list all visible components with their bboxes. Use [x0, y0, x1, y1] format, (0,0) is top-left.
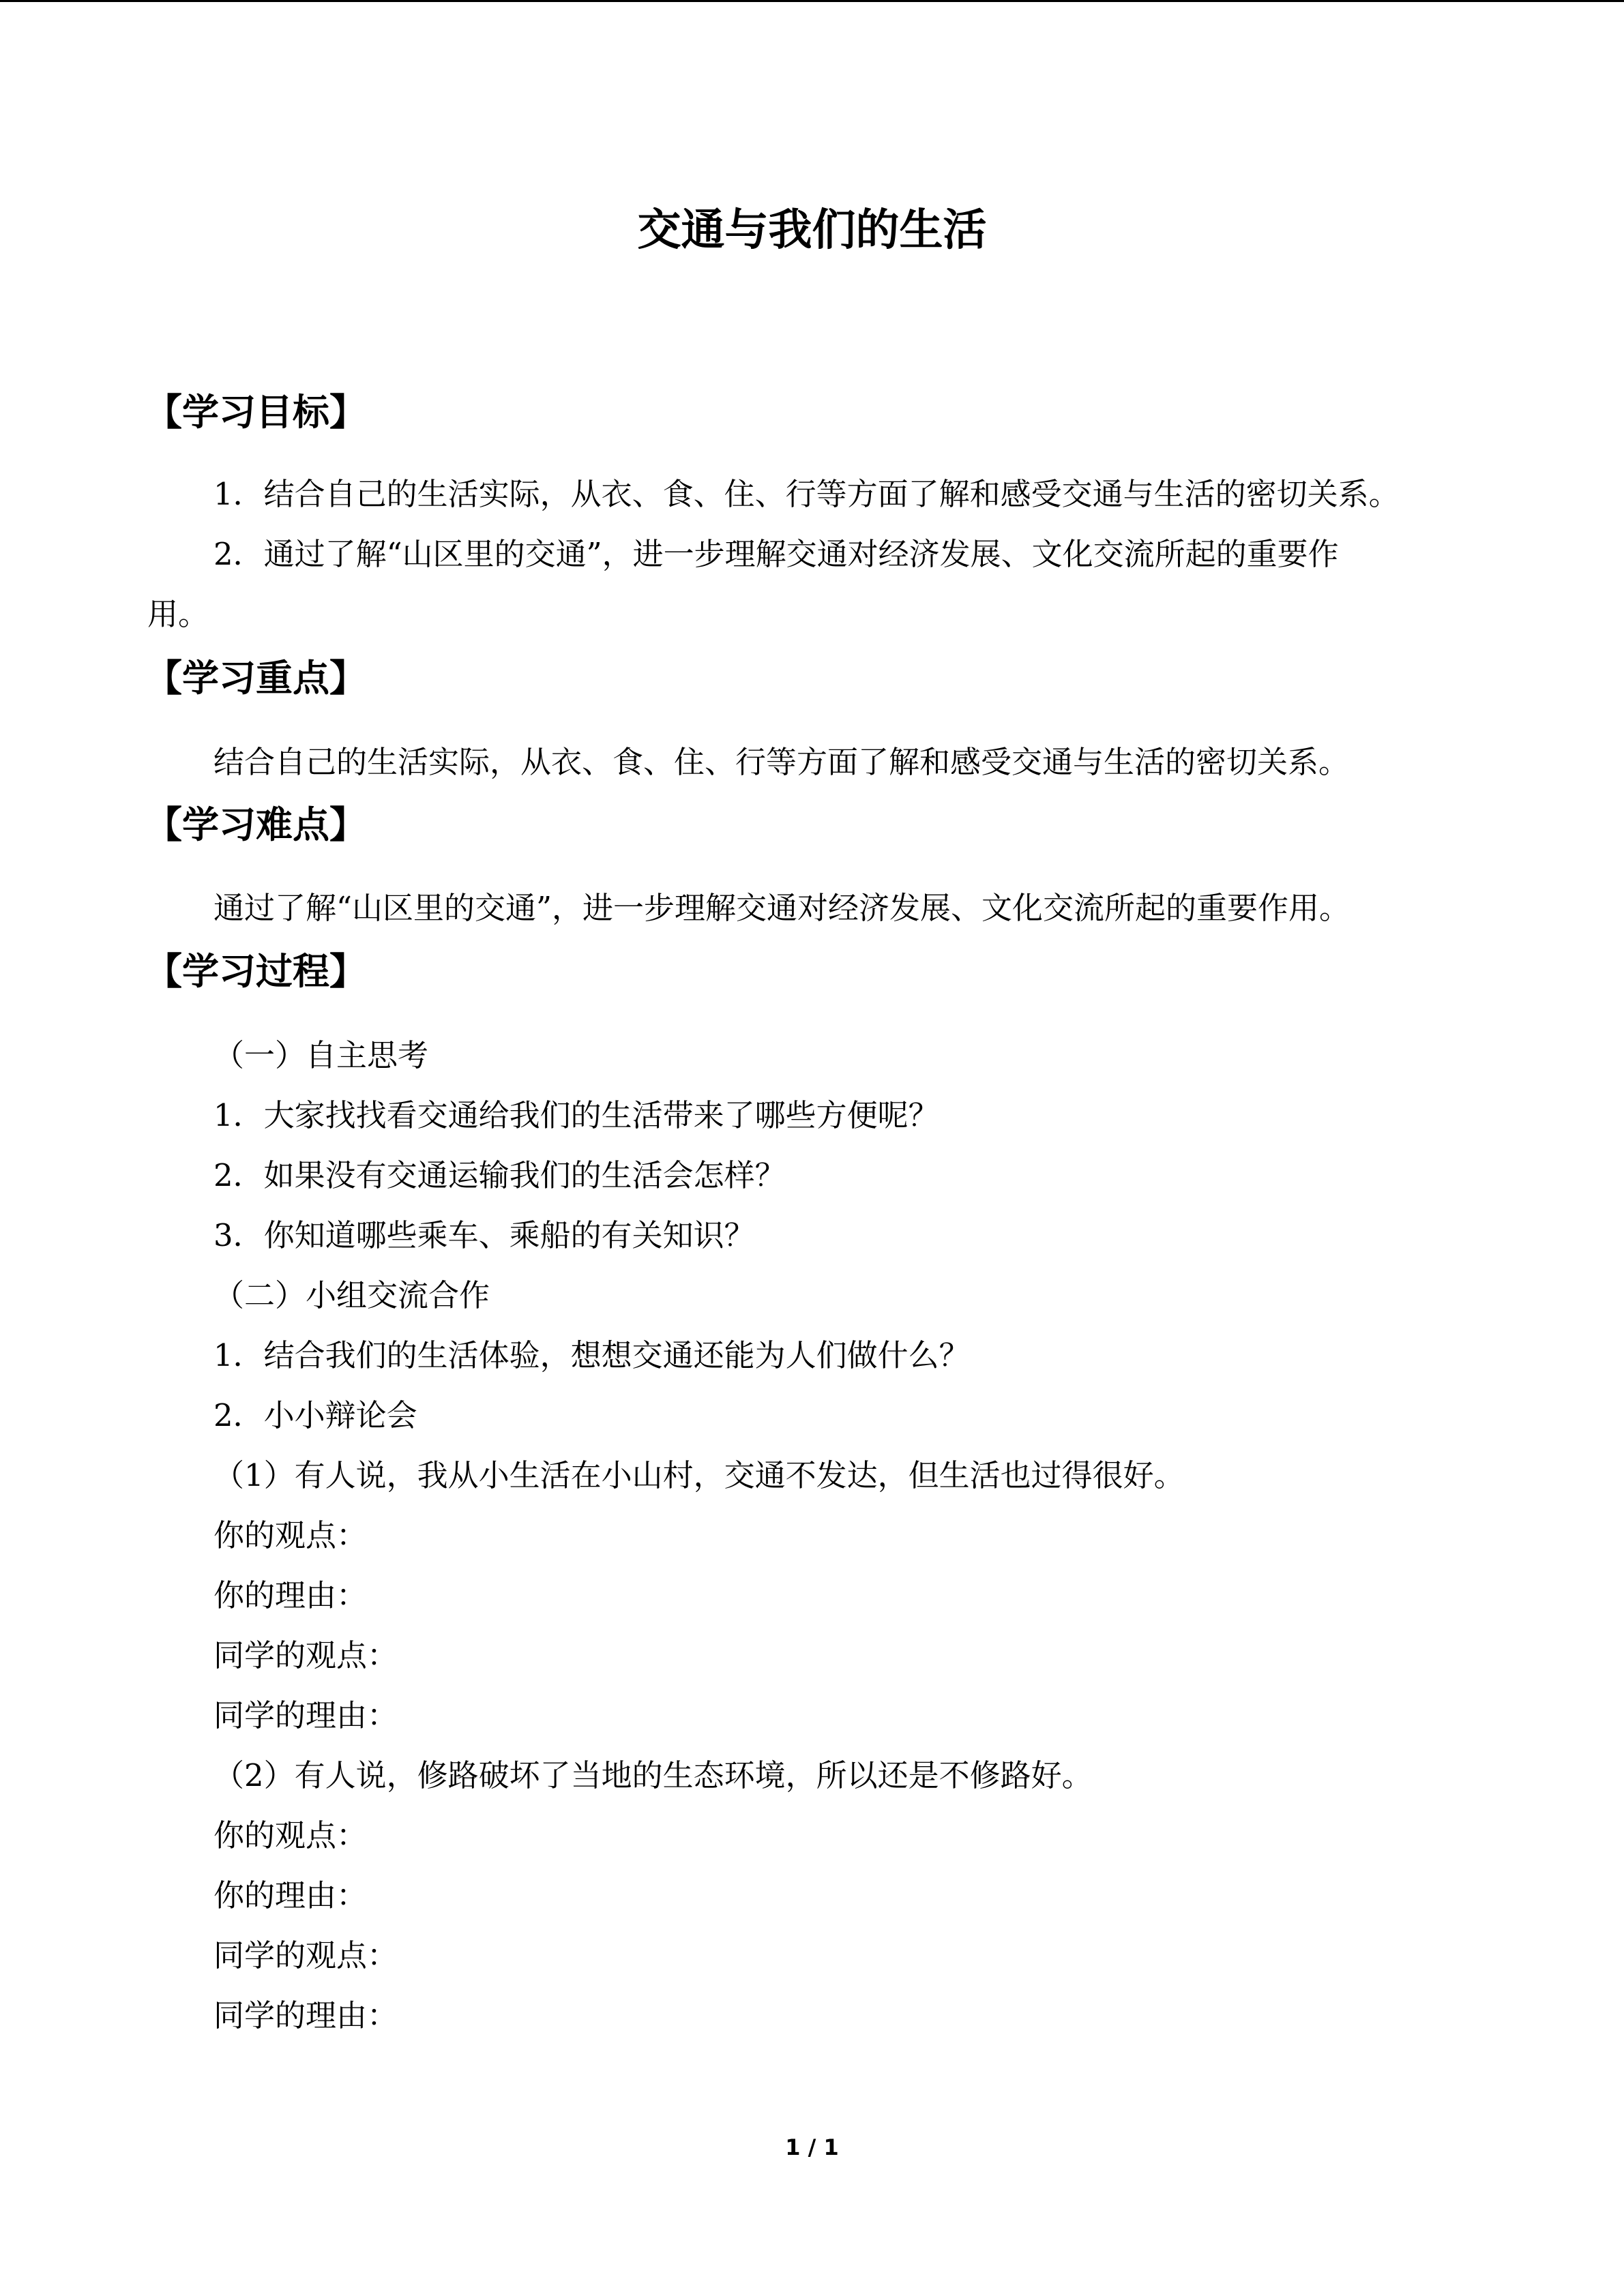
heading-key-points: 【学习重点】 [145, 657, 366, 700]
debate-1-prompt: （1）有人说，我从小生活在小山村，交通不发达，但生活也过得很好。 [213, 1457, 1185, 1493]
debate-1-classmate-view: 同学的观点： [213, 1637, 398, 1673]
key-points-text: 结合自己的生活实际，从衣、食、住、行等方面了解和感受交通与生活的密切关系。 [213, 744, 1350, 780]
debate-2-your-reason: 你的理由： [213, 1877, 368, 1913]
part-2-label: （二）小组交流合作 [213, 1277, 490, 1313]
difficulties-text: 通过了解“山区里的交通”，进一步理解交通对经济发展、文化交流所起的重要作用。 [213, 890, 1350, 926]
debate-2-your-view: 你的观点： [213, 1817, 368, 1853]
debate-1-your-reason: 你的理由： [213, 1577, 368, 1613]
heading-objectives: 【学习目标】 [145, 391, 366, 434]
part-1-label: （一）自主思考 [213, 1037, 429, 1073]
debate-2-prompt: （2）有人说，修路破坏了当地的生态环境，所以还是不修路好。 [213, 1757, 1093, 1793]
document-title: 交通与我们的生活 [637, 205, 987, 256]
debate-1-classmate-reason: 同学的理由： [213, 1697, 398, 1733]
debate-1-your-view: 你的观点： [213, 1517, 368, 1553]
part-1-question-3: 3．你知道哪些乘车、乘船的有关知识？ [213, 1217, 755, 1253]
heading-process: 【学习过程】 [145, 950, 366, 993]
debate-2-classmate-view: 同学的观点： [213, 1937, 398, 1973]
objective-item-1: 1．结合自己的生活实际，从衣、食、住、行等方面了解和感受交通与生活的密切关系。 [213, 476, 1400, 512]
debate-2-classmate-reason: 同学的理由： [213, 1997, 398, 2033]
page-number: 1 / 1 [785, 2134, 839, 2160]
heading-difficulties: 【学习难点】 [145, 803, 366, 846]
part-2-question-2: 2．小小辩论会 [213, 1397, 417, 1433]
part-2-question-1: 1．结合我们的生活体验，想想交通还能为人们做什么？ [213, 1337, 970, 1373]
top-border-line [0, 0, 1624, 2]
objective-item-2-line-2: 用。 [147, 596, 209, 632]
part-1-question-1: 1．大家找找看交通给我们的生活带来了哪些方便呢？ [213, 1097, 939, 1133]
objective-item-2-line-1: 2．通过了解“山区里的交通”，进一步理解交通对经济发展、文化交流所起的重要作 [213, 536, 1339, 572]
part-1-question-2: 2．如果没有交通运输我们的生活会怎样？ [213, 1157, 786, 1193]
